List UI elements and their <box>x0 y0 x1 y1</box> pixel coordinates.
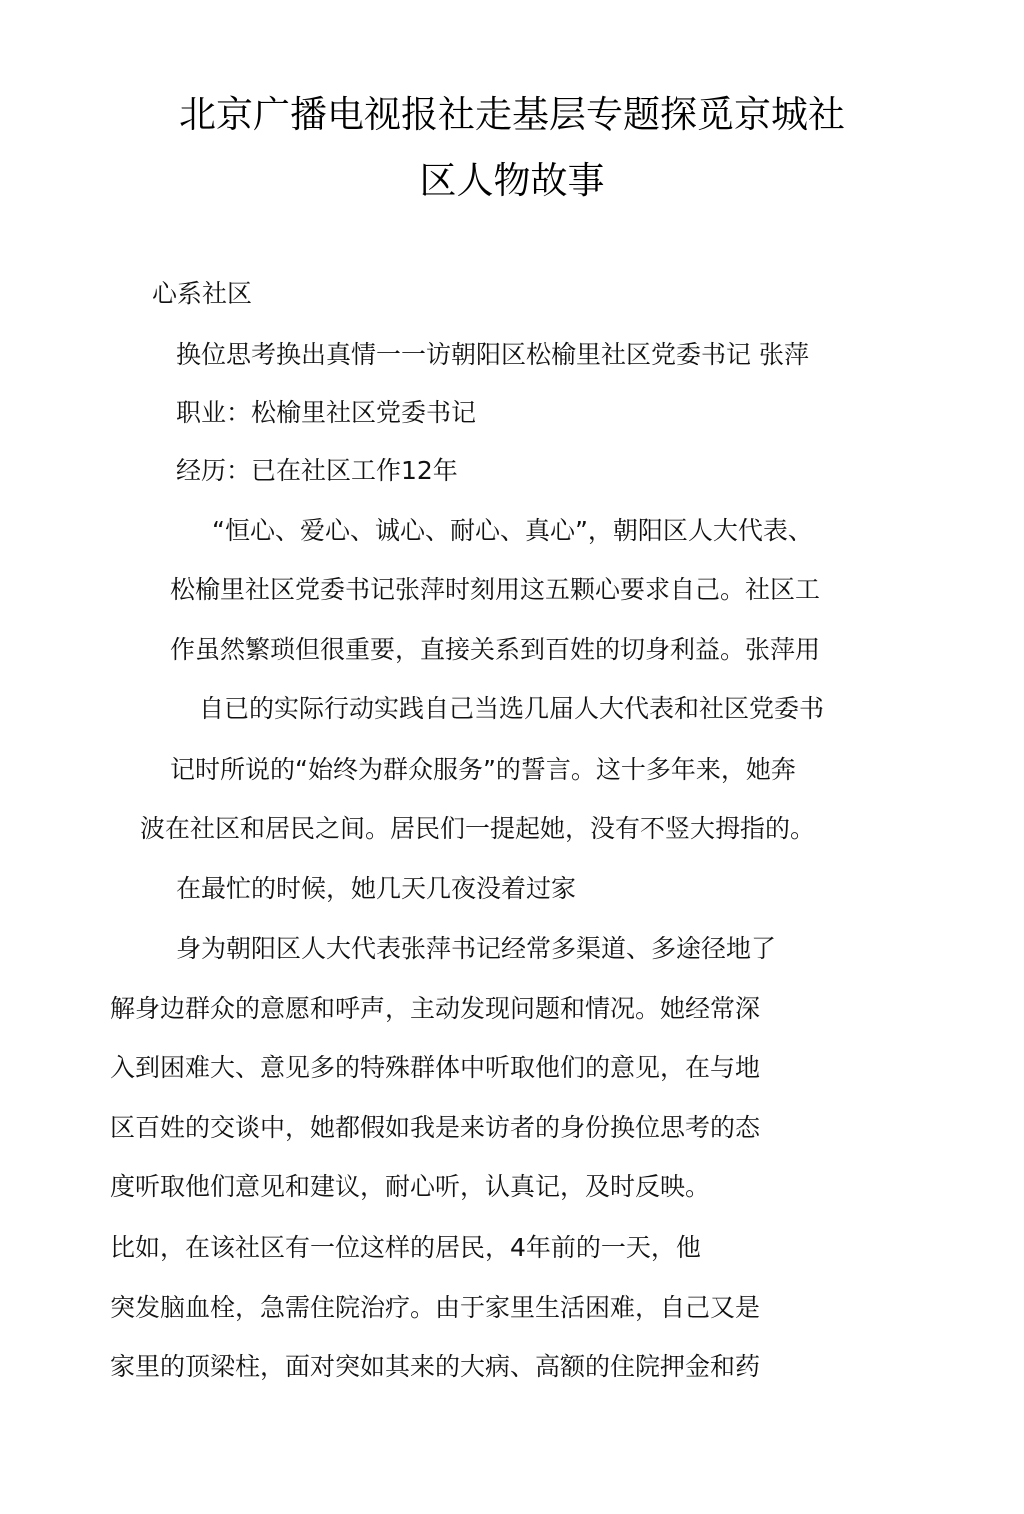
paragraph-1-line: 记时所说的“始终为群众服务”的誓言。这十多年来，她奔 <box>170 755 796 784</box>
interview-subtitle: 换位思考换出真情一一访朝阳区松榆里社区党委书记 张萍 <box>176 340 809 369</box>
paragraph-2-line: 区百姓的交谈中，她都假如我是来访者的身份换位思考的态 <box>110 1113 761 1142</box>
paragraph-1-line: 松榆里社区党委书记张萍时刻用这五颗心要求自己。社区工 <box>170 575 821 604</box>
section-heading: 心系社区 <box>152 279 253 308</box>
paragraph-1-line: 作虽然繁琐但很重要，直接关系到百姓的切身利益。张萍用 <box>170 635 821 664</box>
paragraph-2-line: 解身边群众的意愿和呼声，主动发现问题和情况。她经常深 <box>110 994 761 1023</box>
paragraph-1-line: 波在社区和居民之间。居民们一提起她，没有不竖大拇指的。 <box>140 814 816 843</box>
paragraph-3-line: 突发脑血栓，急需住院治疗。由于家里生活困难，自己又是 <box>110 1293 761 1322</box>
occupation-line: 职业：松榆里社区党委书记 <box>176 398 477 427</box>
paragraph-1-line: 自已的实际行动实践自己当选几届人大代表和社区党委书 <box>199 694 825 723</box>
subheading-busy-times: 在最忙的时候，她几天几夜没着过家 <box>176 874 577 903</box>
document-title-line-2: 区人物故事 <box>419 159 605 202</box>
paragraph-1-line: “恒心、爱心、诚心、耐心、真心”，朝阳区人大代表、 <box>212 516 813 545</box>
paragraph-3-line: 比如，在该社区有一位这样的居民，4年前的一天，他 <box>110 1233 701 1262</box>
document-title-line-1: 北京广播电视报社走基层专题探觅京城社 <box>179 93 845 136</box>
paragraph-2-line: 身为朝阳区人大代表张萍书记经常多渠道、多途径地了 <box>176 934 777 963</box>
paragraph-3-line: 家里的顶梁柱，面对突如其来的大病、高额的住院押金和药 <box>110 1352 761 1381</box>
paragraph-2-line: 度听取他们意见和建议，耐心听，认真记，及时反映。 <box>110 1172 711 1201</box>
paragraph-2-line: 入到困难大、意见多的特殊群体中听取他们的意见，在与地 <box>110 1053 761 1082</box>
experience-line: 经历：已在社区工作12年 <box>176 456 458 485</box>
